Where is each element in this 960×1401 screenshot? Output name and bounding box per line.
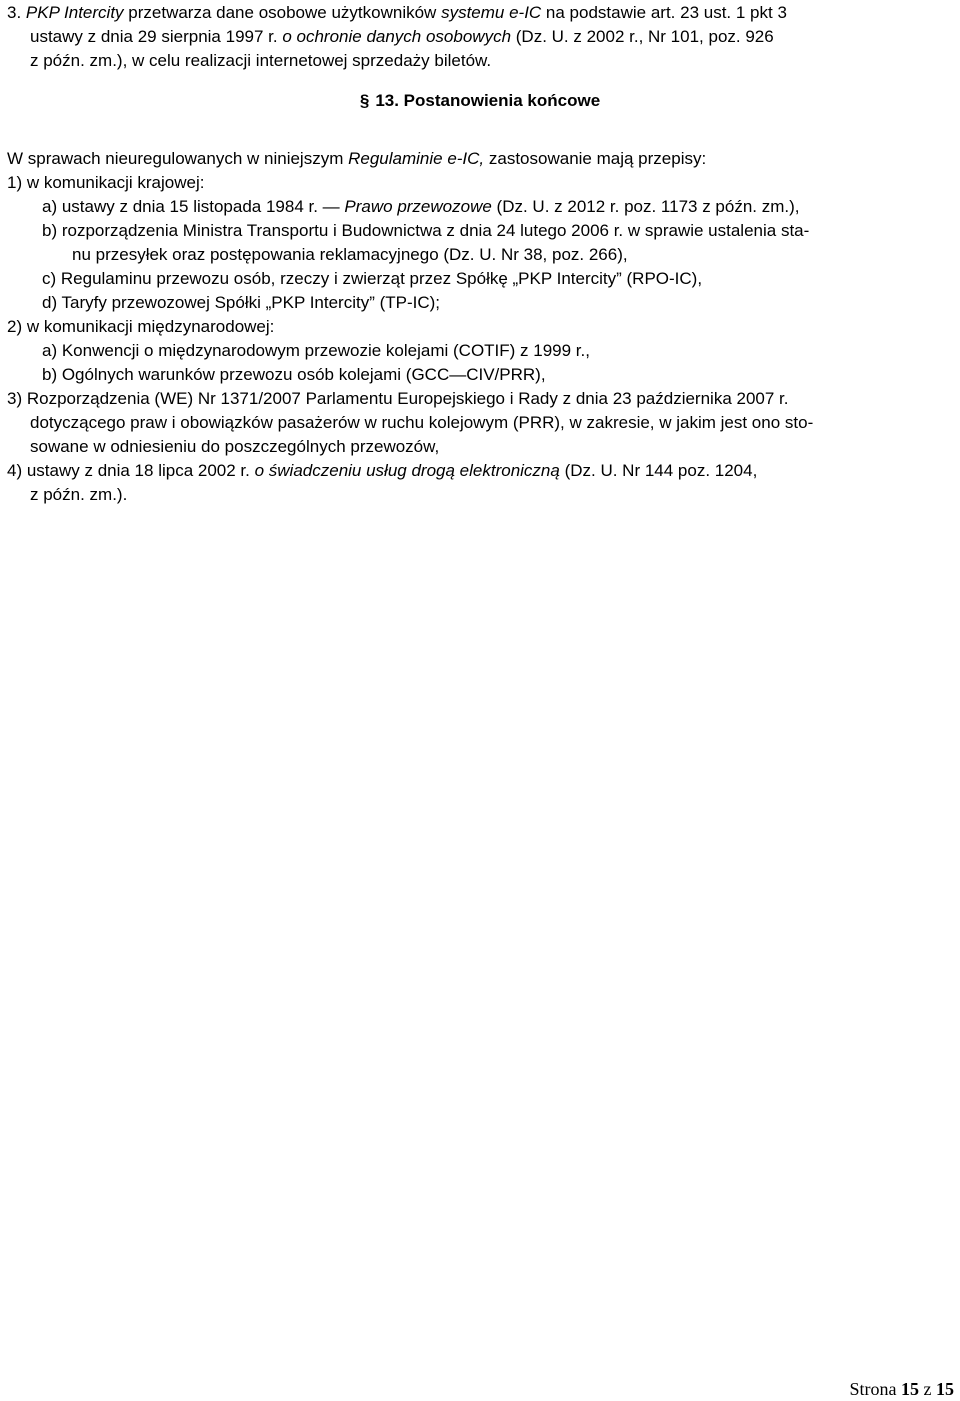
text-italic: o świadczeniu usług drogą elektroniczną <box>254 461 560 480</box>
page-footer <box>850 1378 955 1400</box>
section-sign: § <box>359 91 370 110</box>
list-item-3-line-3: sowane w odniesieniu do poszczególnych przewozów, <box>30 437 440 456</box>
paragraph-3-line-1 <box>7 0 787 25</box>
section-title-text: 13. Postanowienia końcowe <box>375 91 601 110</box>
footer-label: Strona <box>849 1379 901 1399</box>
list-item-1a <box>42 194 800 219</box>
paragraph-3-line-2 <box>30 24 774 49</box>
list-item-3-line-1: 3) Rozporządzenia (WE) Nr 1371/2007 Parlamentu Europejskiego i Rady z dnia 23 października 2007 r. <box>7 389 789 408</box>
text: a) ustawy z dnia 15 listopada 1984 r. — <box>42 197 345 216</box>
list-item-3-line-2: dotyczącego praw i obowiązków pasażerów w ruchu kolejowym (PRR), w zakresie, w jakim jest ono sto- <box>30 413 814 432</box>
list-item-1: 1) w komunikacji krajowej: <box>7 173 205 192</box>
section-title <box>0 88 960 113</box>
list-item-1b-line-2: nu przesyłek oraz postępowania reklamacyjnego (Dz. U. Nr 38, poz. 266), <box>72 245 628 264</box>
list-item-4-line-1 <box>7 458 757 483</box>
paragraph-3-line-3: z późn. zm.), w celu realizacji internetowej sprzedaży biletów. <box>30 51 492 70</box>
list-item-2: 2) w komunikacji międzynarodowej: <box>7 317 275 336</box>
text-italic: o ochronie danych osobowych <box>282 27 512 46</box>
list-item-1b-line-1: b) rozporządzenia Ministra Transportu i Budownictwa z dnia 24 lutego 2006 r. w sprawie ustalenia sta- <box>42 221 810 240</box>
text-italic: Prawo przewozowe <box>344 197 492 216</box>
list-item-1d: d) Taryfy przewozowej Spółki „PKP Intercity” (TP-IC); <box>42 293 441 312</box>
list-item-2b: b) Ogólnych warunków przewozu osób kolejami (GCC—CIV/PRR), <box>42 365 546 384</box>
text: (Dz. U. Nr 144 poz. 1204, <box>559 461 758 480</box>
text: na podstawie art. 23 ust. 1 pkt 3 <box>541 3 787 22</box>
text: W sprawach nieuregulowanych w niniejszym <box>7 149 349 168</box>
footer-of: z <box>919 1379 936 1399</box>
list-item-4-line-2: z późn. zm.). <box>30 485 128 504</box>
text: 4) ustawy z dnia 18 lipca 2002 r. <box>7 461 255 480</box>
text: przetwarza dane osobowe użytkowników <box>123 3 442 22</box>
total-pages-number: 15 <box>936 1379 954 1399</box>
text-italic: PKP Intercity <box>25 3 124 22</box>
text: (Dz. U. z 2002 r., Nr 101, poz. 926 <box>511 27 774 46</box>
text-italic: systemu e-IC <box>441 3 542 22</box>
paragraph-number: 3. <box>7 3 22 22</box>
text: ustawy z dnia 29 sierpnia 1997 r. <box>30 27 283 46</box>
list-item-2a: a) Konwencji o międzynarodowym przewozie kolejami (COTIF) z 1999 r., <box>42 341 590 360</box>
intro-line <box>7 146 706 171</box>
text: (Dz. U. z 2012 r. poz. 1173 z późn. zm.), <box>491 197 800 216</box>
text-italic: Regulaminie e-IC, <box>348 149 485 168</box>
text: zastosowanie mają przepisy: <box>484 149 707 168</box>
list-item-1c: c) Regulaminu przewozu osób, rzeczy i zwierząt przez Spółkę „PKP Intercity” (RPO-IC), <box>42 269 703 288</box>
current-page-number: 15 <box>901 1379 919 1399</box>
